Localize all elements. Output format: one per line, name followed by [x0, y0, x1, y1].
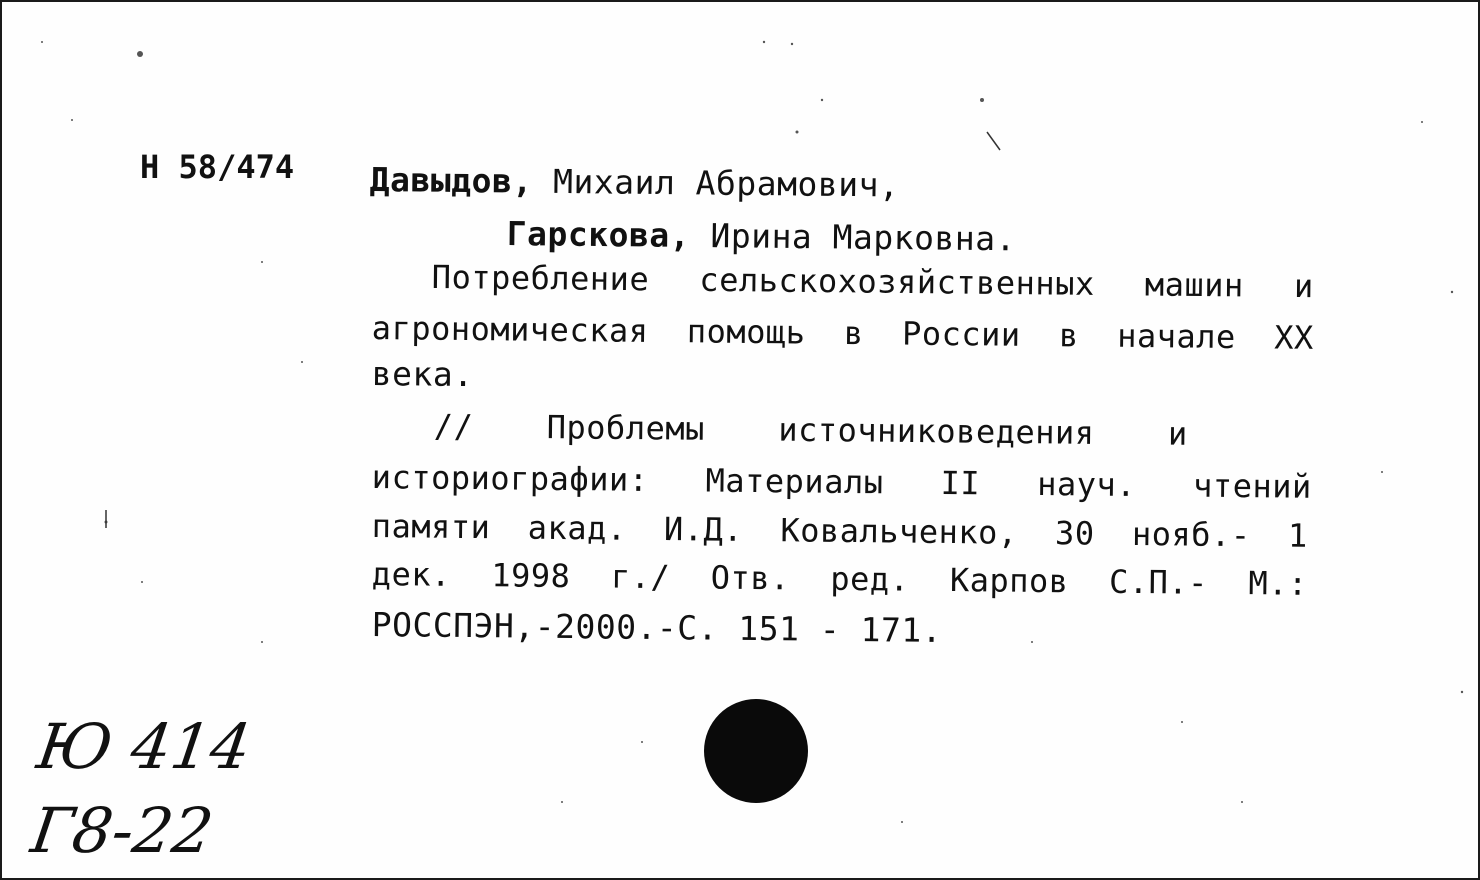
source-word: И.Д.	[663, 510, 744, 549]
title-word: в	[843, 313, 864, 353]
title-word: сельскохозяйственных	[699, 260, 1095, 303]
source-word: памяти	[371, 506, 491, 547]
title-word: начале	[1117, 316, 1237, 357]
title-line-3: века.	[371, 354, 474, 395]
title-word: России	[901, 314, 1021, 354]
punch-hole-blot	[704, 699, 808, 803]
source-word: //	[433, 406, 474, 446]
source-word: С.П.-	[1108, 562, 1209, 602]
author-1-name: Михаил Абрамович,	[532, 161, 900, 205]
source-word: 1	[1287, 516, 1308, 555]
source-word: историографии:	[371, 457, 649, 499]
source-word: Проблемы	[546, 408, 706, 448]
title-word: машин	[1144, 265, 1244, 305]
author-line-1	[370, 160, 900, 206]
source-word: науч.	[1037, 464, 1137, 505]
source-word: 30	[1054, 514, 1095, 553]
shelf-mark: Н 58/474	[140, 148, 295, 186]
source-word: М.:	[1248, 564, 1308, 603]
source-word: г./	[610, 557, 671, 597]
source-word: акад.	[527, 508, 627, 548]
author-2-name: Ирина Марковна.	[689, 215, 1017, 259]
source-word: чтений	[1192, 466, 1312, 506]
author-1-surname: Давыдов,	[369, 160, 533, 201]
source-word: Ковальченко,	[780, 511, 1018, 552]
handwritten-code-1: Ю 414	[32, 710, 256, 783]
source-word: 1998	[491, 556, 571, 596]
source-word: ред.	[830, 559, 910, 599]
source-word: нояб.-	[1131, 514, 1251, 555]
title-word: в	[1058, 316, 1080, 355]
handwritten-code-2: Г8-22	[26, 794, 218, 867]
source-word: источниковедения	[778, 410, 1095, 452]
title-word: и	[1293, 267, 1314, 306]
author-2-surname: Гарскова,	[506, 214, 691, 255]
source-word: Карпов	[949, 561, 1069, 601]
source-word: Отв.	[710, 558, 791, 598]
title-word: XX	[1274, 318, 1314, 357]
source-word: дек.	[371, 554, 452, 594]
author-line-2	[507, 214, 1017, 259]
source-word: II	[940, 463, 981, 503]
title-word: помощь	[686, 312, 806, 352]
source-line-1	[434, 406, 1188, 454]
source-word: Материалы	[705, 461, 884, 502]
source-line-5: РОССПЭН,-2000.-С. 151 - 171.	[371, 605, 943, 650]
source-word: и	[1167, 414, 1188, 453]
title-word: агрономическая	[371, 308, 649, 350]
title-word: Потребление	[431, 257, 650, 299]
